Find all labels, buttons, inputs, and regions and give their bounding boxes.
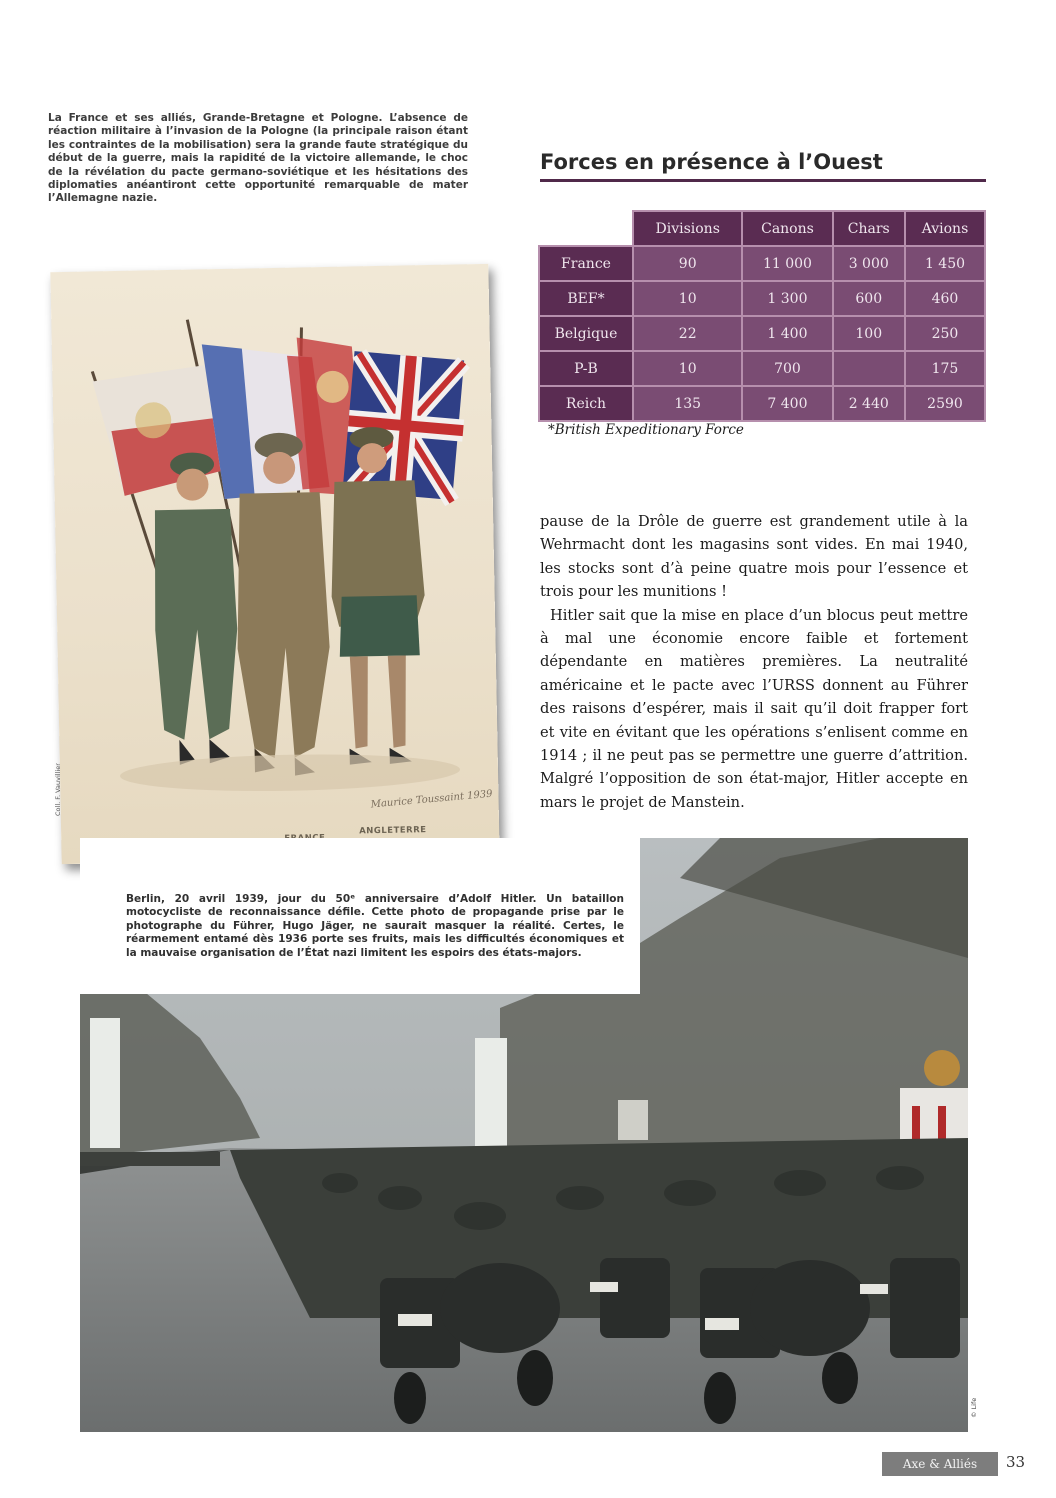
table-cell: 700 xyxy=(742,351,832,386)
body-paragraph: Hitler sait que la mise en place d’un blocus peut mettre à mal une économie encore faible et fortement dépendante en matières premières. La neutralité américaine et le pacte avec l’URSS donnent au Führer des raisons d’espérer, mais il sait qu’il doit frapper fort et vite en évitant que les opérations s’enlisent comme en 1914 ; il ne peut pas se permettre une guerre d’attrition. Malgré l’opposition de son état-major, Hitler accepte en mars le projet de Manstein. xyxy=(540,606,968,811)
illustration-caption: La France et ses alliés, Grande-Bretagne et Pologne. L’absence de réaction militaire à l’invasion de la Pologne (la principale raison étant les contraintes de la mobilisation) sera la grande faute stratégique du début de la guerre, mais la rapidité de la victoire allemande, le choc de la révélation du pacte germano-soviétique et les hésitations des diplomaties anéantiront cette opportunité remarquable de mater l’Allemagne nazie. xyxy=(48,112,468,205)
table-row xyxy=(539,316,985,351)
table-corner xyxy=(539,211,633,246)
page-number: 33 xyxy=(1006,1453,1026,1471)
table-cell: 10 xyxy=(633,351,742,386)
table-cell: 1 300 xyxy=(742,281,832,316)
table-cell: 22 xyxy=(633,316,742,351)
table-cell xyxy=(833,351,905,386)
row-label: P-B xyxy=(539,351,633,386)
table-cell: 100 xyxy=(833,316,905,351)
artist-signature: Maurice Toussaint 1939 xyxy=(370,788,493,811)
label-angleterre: ANGLETERRE xyxy=(359,825,427,837)
table-cell: 11 000 xyxy=(742,246,832,281)
row-label: France xyxy=(539,246,633,281)
table-row xyxy=(539,351,985,386)
illustration-drawing xyxy=(50,264,499,864)
table-row xyxy=(539,386,985,421)
table-row xyxy=(539,281,985,316)
table-cell: 135 xyxy=(633,386,742,421)
row-label: Reich xyxy=(539,386,633,421)
publication-tag: Axe & Alliés xyxy=(882,1452,998,1476)
forces-table xyxy=(538,210,986,422)
table-cell: 3 000 xyxy=(833,246,905,281)
table-cell: 10 xyxy=(633,281,742,316)
table-cell: 1 450 xyxy=(905,246,985,281)
table-header-row xyxy=(539,211,985,246)
table-cell: 90 xyxy=(633,246,742,281)
allied-soldiers-illustration xyxy=(50,264,499,864)
table-cell: 600 xyxy=(833,281,905,316)
table-cell: 2 440 xyxy=(833,386,905,421)
column-header: Canons xyxy=(742,211,832,246)
illustration-credit: Coll. F. Vauvillier xyxy=(54,763,62,816)
photo-credit: © Life xyxy=(970,1397,978,1418)
body-paragraph: pause de la Drôle de guerre est grandement utile à la Wehrmacht dont les magasins sont vides. En mai 1940, les stocks sont d’à peine quatre mois pour l’essence et trois pour les munitions ! xyxy=(540,513,968,601)
table-cell: 7 400 xyxy=(742,386,832,421)
table-row xyxy=(539,246,985,281)
article-body xyxy=(540,510,968,814)
column-header: Avions xyxy=(905,211,985,246)
forces-table-title: Forces en présence à l’Ouest xyxy=(540,150,986,182)
table-cell: 250 xyxy=(905,316,985,351)
table-cell: 2590 xyxy=(905,386,985,421)
row-label: BEF* xyxy=(539,281,633,316)
row-label: Belgique xyxy=(539,316,633,351)
table-cell: 175 xyxy=(905,351,985,386)
table-cell: 460 xyxy=(905,281,985,316)
column-header: Chars xyxy=(833,211,905,246)
column-header: Divisions xyxy=(633,211,742,246)
table-footnote: *British Expeditionary Force xyxy=(548,422,744,438)
table-cell: 1 400 xyxy=(742,316,832,351)
photo-caption: Berlin, 20 avril 1939, jour du 50ᵉ anniversaire d’Adolf Hitler. Un bataillon motocycliste de reconnaissance défile. Cette photo de propagande prise par le photographe du Führer, Hugo Jäger, ne saurait masquer la réalité. Certes, le réarmement entamé dès 1936 porte ses fruits, mais les difficultés économiques et la mauvaise organisation de l’État nazi limitent les espoirs des états-majors. xyxy=(126,893,624,959)
